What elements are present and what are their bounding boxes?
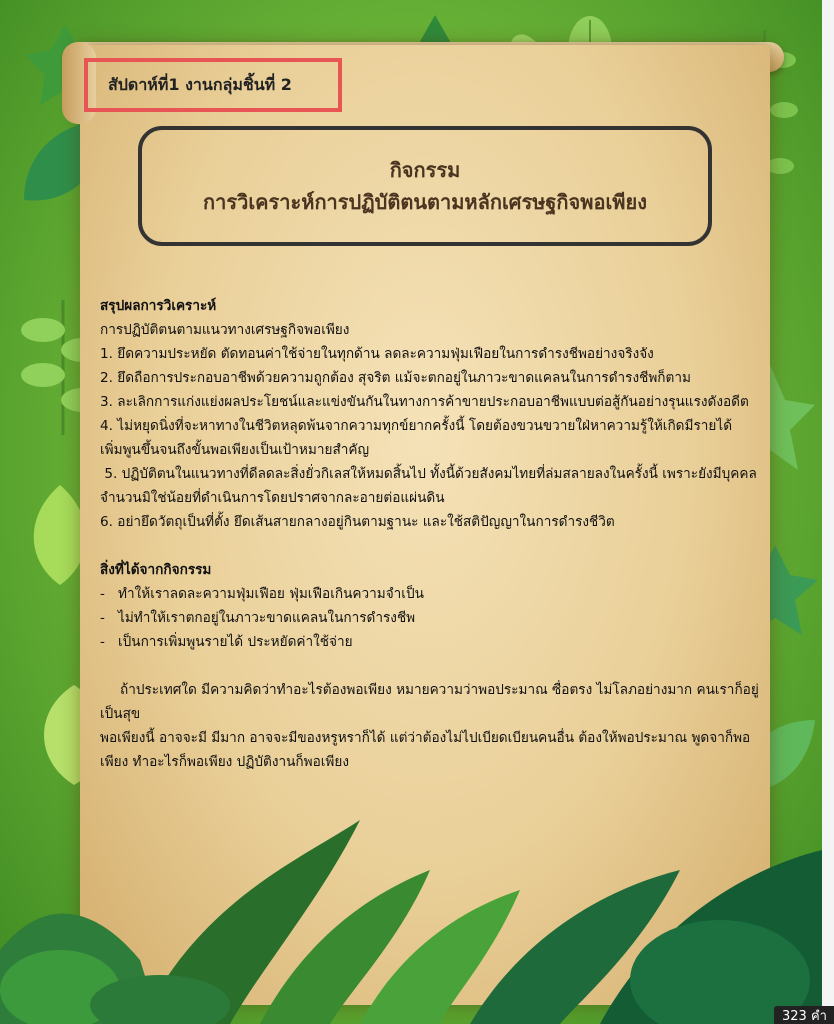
summary-intro: การปฏิบัติตนตามแนวทางเศรษฐกิจพอเพียง <box>100 322 350 338</box>
closing-paragraph-1: ถ้าประเทศใด มีความคิดว่าทำอะไรต้องพอเพียง หมายความว่าพอประมาณ ซื่อตรง ไม่โลภอย่างมาก คนเราก็อยู่เป็นสุข <box>100 682 759 722</box>
activity-title: กิจกรรม <box>389 158 461 182</box>
summary-item: 2. ยึดถือการประกอบอาชีพด้วยความถูกต้อง สุจริต แม้จะตกอยู่ในภาวะขาดแคลนในการดำรงชีพก็ตาม <box>100 370 691 386</box>
word-count-badge: 323 คำ <box>774 1006 834 1024</box>
gains-item <box>100 630 760 654</box>
bullet-dash: - <box>100 586 105 602</box>
week-label-box <box>84 58 342 112</box>
spacer <box>100 654 760 678</box>
summary-item: 5. ปฏิบัติตนในแนวทางที่ดีลดละสิ่งยั่วกิเลสให้หมดสิ้นไป ทั้งนี้ด้วยสังคมไทยที่ล่มสลายลงในครั้งนี้ เพราะยังมีบุคคลจำนวนมิใช่น้อยที่ดำเนินการโดยปราศจากละอายต่อแผ่นดิน <box>100 466 757 506</box>
document-body <box>100 294 760 774</box>
summary-item: 6. อย่ายึดวัตถุเป็นที่ตั้ง ยึดเส้นสายกลางอยู่กินตามฐานะ และใช้สติปัญญาในการดำรงชีวิต <box>100 514 615 530</box>
title-box <box>138 126 712 246</box>
summary-item: 3. ละเลิกการแก่งแย่งผลประโยชน์และแข่งขันกันในทางการค้าขายประกอบอาชีพแบบต่อสู้กันอย่างรุนแรงดังอดีต <box>100 394 749 410</box>
page-edge-strip <box>822 0 834 1024</box>
gains-heading: สิ่งที่ได้จากกิจกรรม <box>100 562 212 578</box>
gains-item-text: ทำให้เราลดละความฟุ่มเฟือย ฟุ่มเฟือเกินความจำเป็น <box>118 586 424 602</box>
activity-subtitle: การวิเคราะห์การปฏิบัติตนตามหลักเศรษฐกิจพอเพียง <box>203 190 647 214</box>
closing-paragraph-2: พอเพียงนี้ อาจจะมี มีมาก อาจจะมีของหรูหราก็ได้ แต่ว่าต้องไม่ไปเบียดเบียนคนอื่น ต้องให้พอประมาณ พูดจาก็พอเพียง ทำอะไรก็พอเพียง ปฏิบัติงานก็พอเพียง <box>100 730 751 770</box>
summary-item: 1. ยึดความประหยัด ตัดทอนค่าใช้จ่ายในทุกด้าน ลดละความฟุ่มเฟือยในการดำรงชีพอย่างจริงจัง <box>100 346 654 362</box>
gains-item-text: เป็นการเพิ่มพูนรายได้ ประหยัดค่าใช้จ่าย <box>118 634 353 650</box>
summary-item: 4. ไม่หยุดนิ่งที่จะหาทางในชีวิตหลุดพ้นจากความทุกข์ยากครั้งนี้ โดยต้องขวนขวายใฝ่หาความรู้ให้เกิดมีรายได้เพิ่มพูนขึ้นจนถึงขั้นพอเพียงเป็นเป้าหมายสำคัญ <box>100 418 733 458</box>
bullet-dash: - <box>100 634 105 650</box>
summary-heading: สรุปผลการวิเคราะห์ <box>100 298 217 314</box>
bullet-dash: - <box>100 610 105 626</box>
gains-item <box>100 606 760 630</box>
week-label: สัปดาห์ที่1 งานกลุ่มชิ้นที่ 2 <box>108 74 292 94</box>
gains-item-text: ไม่ทำให้เราตกอยู่ในภาวะขาดแคลนในการดำรงชีพ <box>118 610 416 626</box>
gains-item <box>100 582 760 606</box>
spacer <box>100 534 760 558</box>
palm-leaves-icon <box>0 780 822 1024</box>
